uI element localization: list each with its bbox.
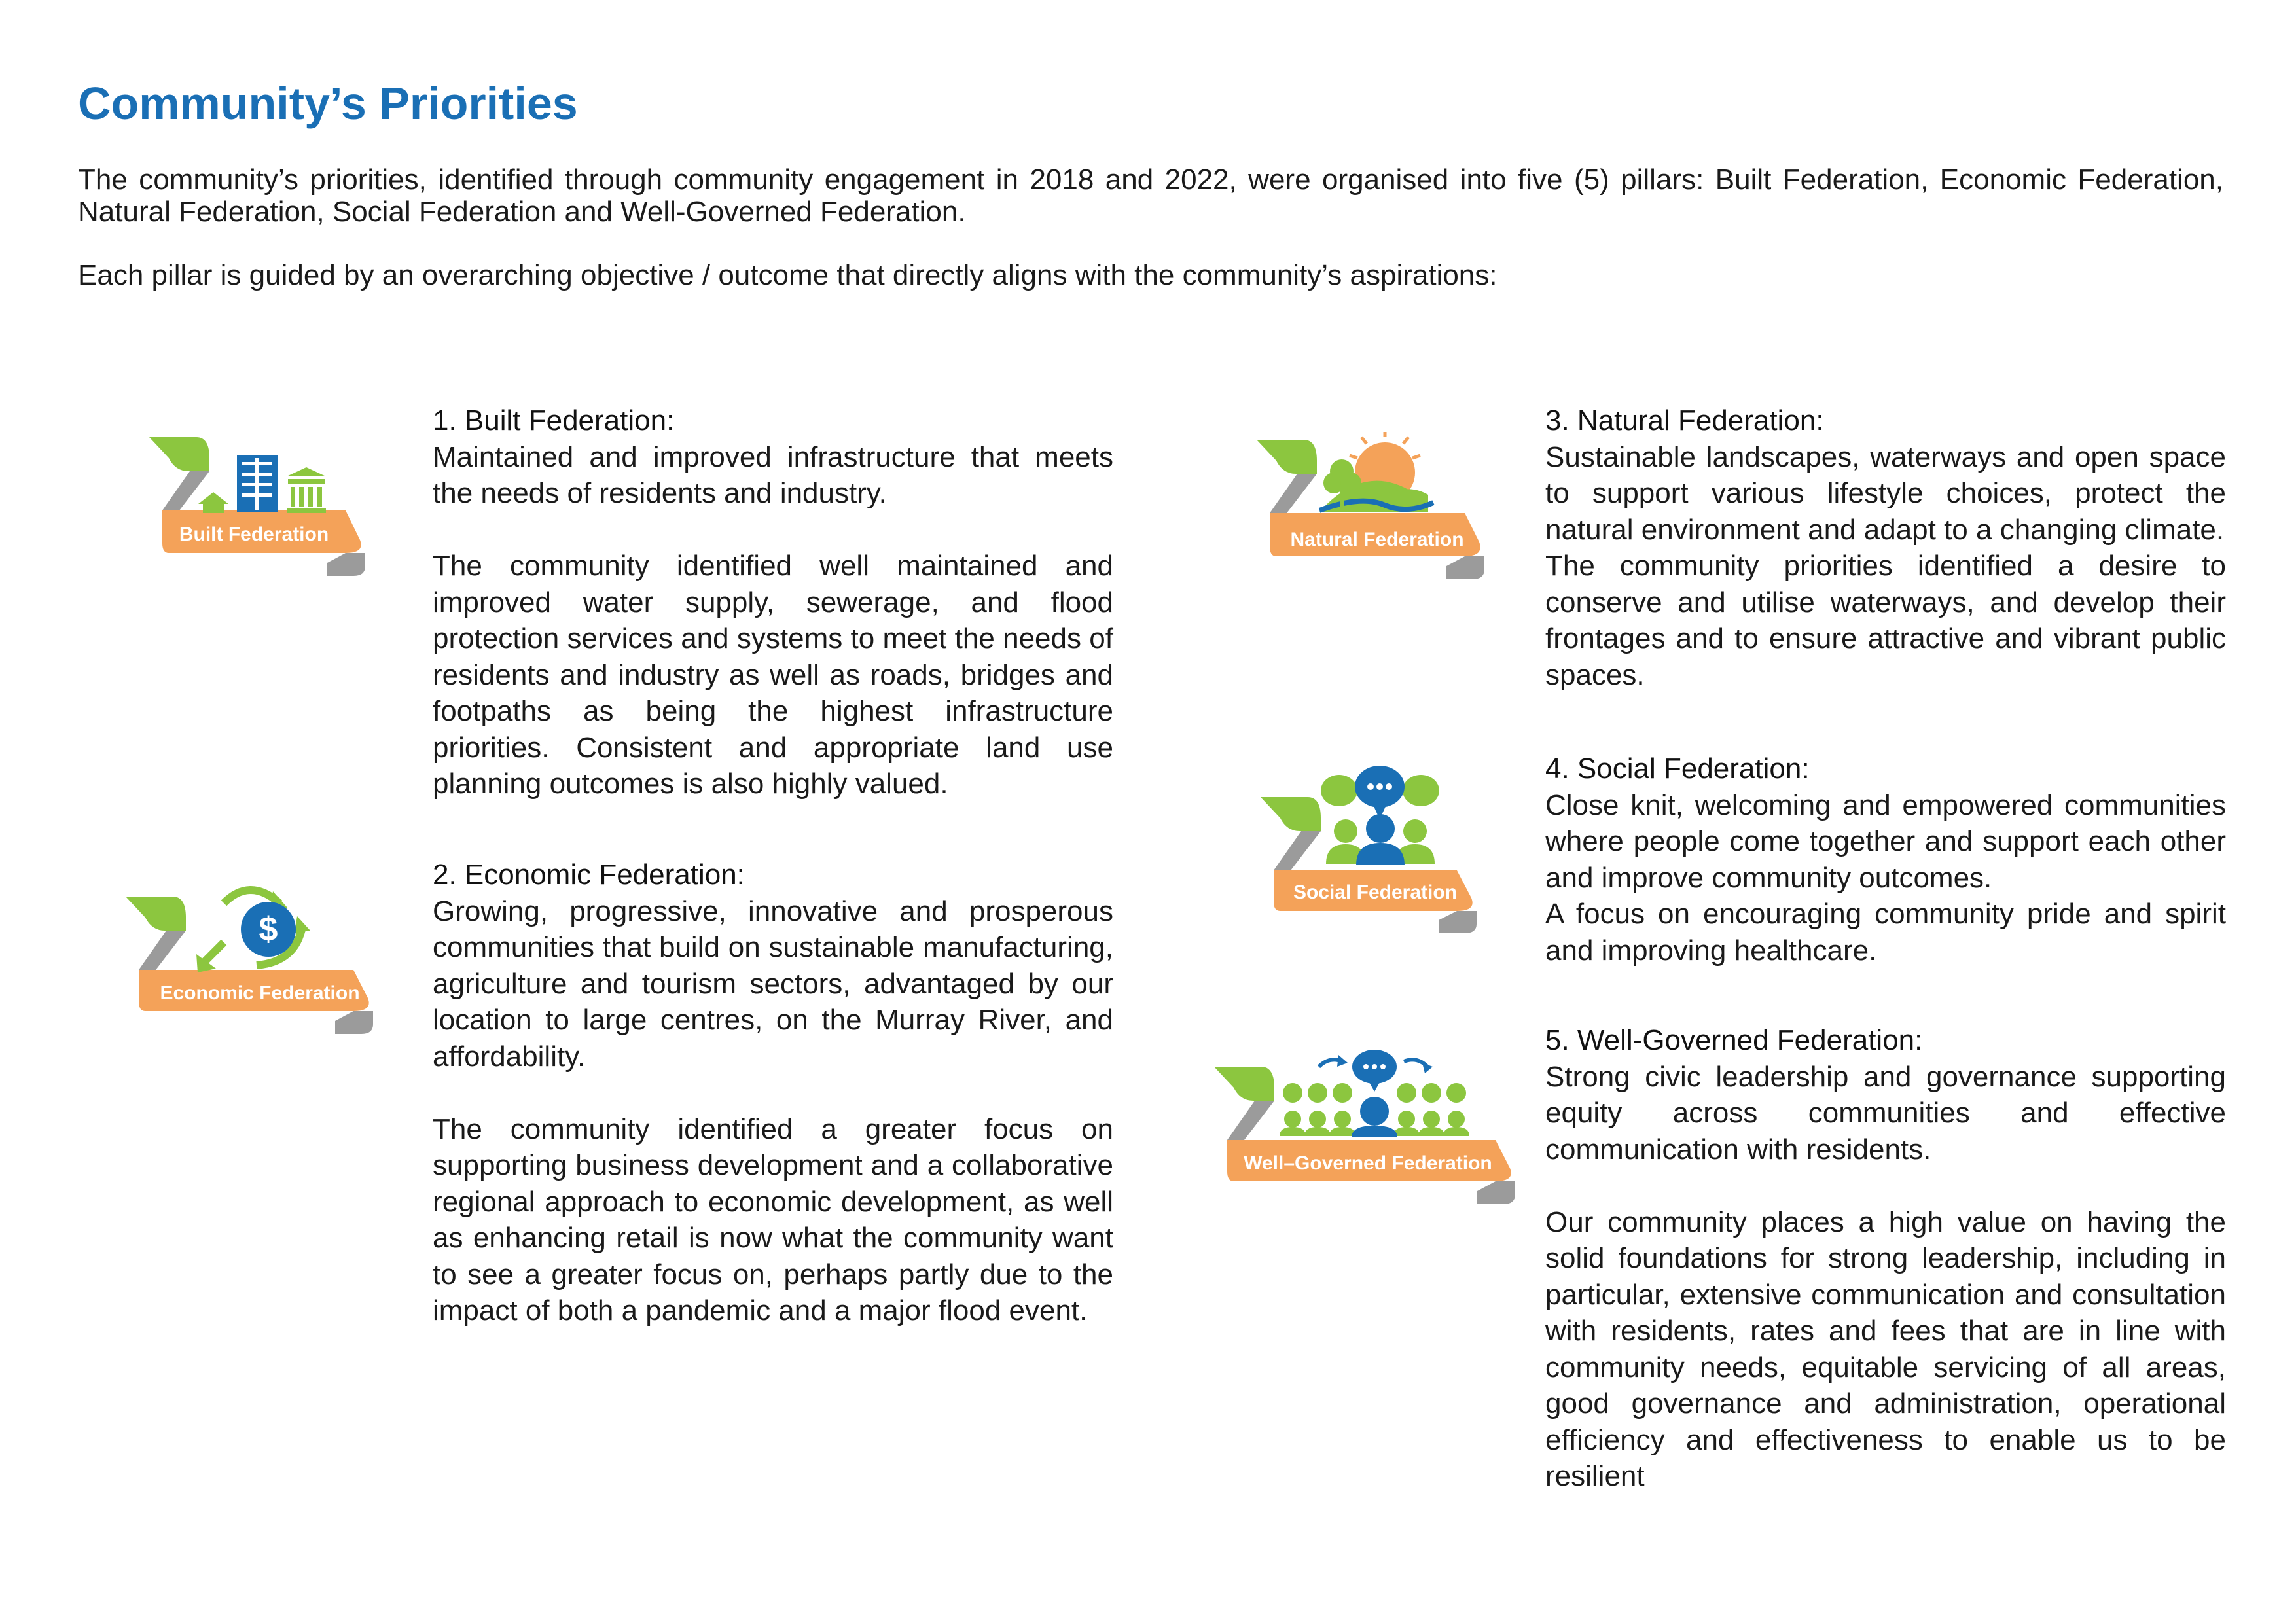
pillar-built [433,402,1113,802]
page-title: Community’s Priorities [78,78,578,129]
intro-paragraph: The community’s priorities, identified through community engagement in 2018 and 2022, were organised into five (5) pillars: Built Federation, Economic Federation, Natural Federation, Social Federation and Well-Governed Federation. [78,164,2223,228]
pillar-detail: Our community places a high value on having the solid foundations for strong leadership, including in particular, extensive communication and consultation with residents, rates and fees that are in line with community needs, equitable servicing of all areas, good governance and administration, operational efficiency and effectiveness to enable us to be resilient [1545,1205,2226,1492]
green-leaf [149,437,209,471]
grey-ribbon [162,471,209,510]
intro-aspirations: Each pillar is guided by an overarching objective / outcome that directly aligns with the community’s aspirations: [78,259,1498,291]
badge-label: Well–Governed Federation [1244,1152,1492,1174]
landscape-icon [1319,432,1433,512]
pillar-heading: 3. Natural Federation: [1545,404,1824,437]
badge-label: Social Federation [1293,882,1458,903]
pillar-social [1545,751,2226,969]
pillar-objective: Maintained and improved infrastructure that meets the needs of residents and industry. [433,440,1113,509]
built-federation-badge [149,432,372,582]
badge-label: Natural Federation [1290,529,1464,550]
pillar-well-governed [1545,1022,2226,1495]
pillar-detail: The community identified a greater focus on supporting business development and a collaborative regional approach to economic development, as well as enhancing retail is now what the community want to see a greater focus on, perhaps partly due to the impact of both a pandemic and a major flood event. [433,1113,1113,1327]
pillar-heading: 1. Built Federation: [433,404,675,437]
pillar-objective: Strong civic leadership and governance supporting equity across communities and effective communication with residents. [1545,1060,2226,1166]
economic-federation-badge [126,877,387,1041]
pillar-detail: The community priorities identified a desire to conserve and utilise waterways, and develop their frontages and to ensure attractive and vibrant public spaces. [1545,550,2226,691]
svg-text:$: $ [259,910,278,948]
badge-label: Built Federation [179,524,329,545]
pillar-economic [433,857,1113,1329]
well-governed-federation-badge [1214,1047,1528,1211]
people-chat-icon [1321,766,1439,865]
buildings-icon [198,455,326,513]
pillar-heading: 5. Well-Governed Federation: [1545,1024,1923,1056]
social-federation-badge [1261,766,1483,936]
pillar-objective: Growing, progressive, innovative and prosperous communities that build on sustainable manufacturing, agriculture and tourism sectors, advantaged by our location to large centres, on the Murray River, and affordability. [433,895,1113,1073]
pillar-heading: 2. Economic Federation: [433,859,745,891]
community-leader-icon [1280,1050,1469,1137]
pillar-objective: Sustainable landscapes, waterways and open space to support various lifestyle choices, protect the natural environment and adapt to a changing climate. [1545,440,2226,546]
pillar-detail: The community identified well maintained and improved water supply, sewerage, and flood protection services and systems to meet the needs of residents and industry as well as roads, bridges and footpaths as being the highest infrastructure priorities. Consistent and appropriate land use planning outcomes is also highly valued. [433,550,1113,800]
grey-ribbon-tail [327,553,365,576]
dollar-cycle-icon [196,890,310,972]
natural-federation-badge [1257,432,1492,582]
badge-label: Economic Federation [160,982,360,1004]
pillar-detail: A focus on encouraging community pride and spirit and improving healthcare. [1545,898,2226,967]
pillar-heading: 4. Social Federation: [1545,753,1810,785]
pillar-natural [1545,402,2226,693]
pillar-objective: Close knit, welcoming and empowered communities where people come together and support each other and improve community outcomes. [1545,789,2226,894]
